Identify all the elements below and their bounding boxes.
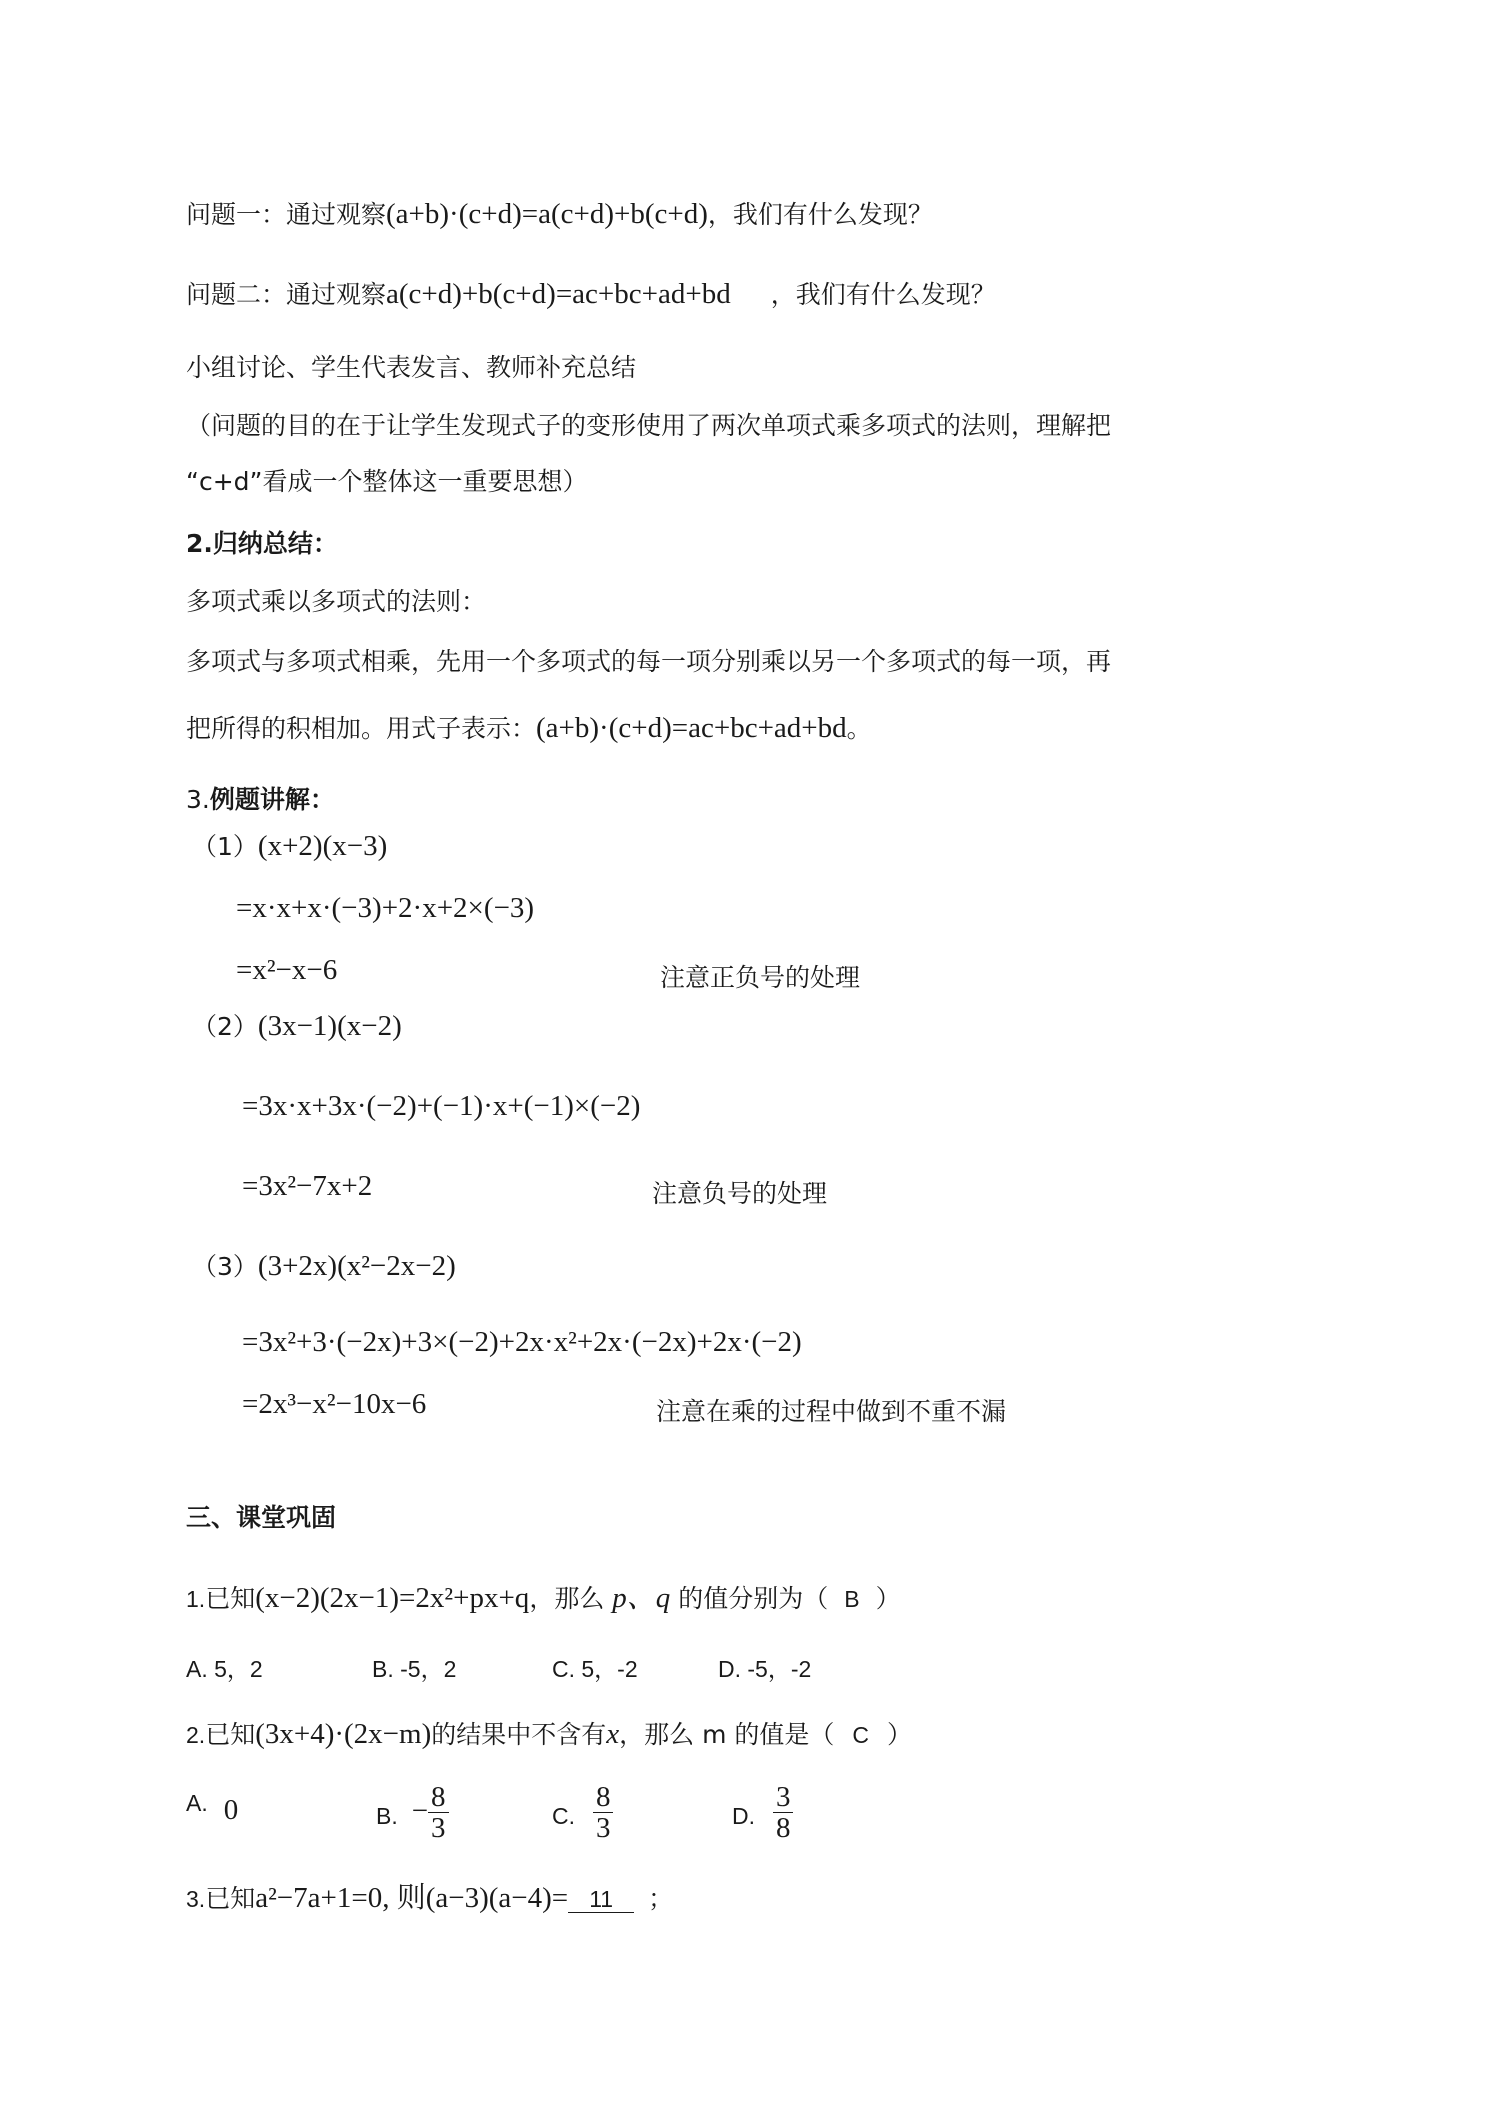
question-two-label: 问题二：通过观察 [186, 280, 387, 309]
exercise-2-option-d [732, 1782, 793, 1844]
example-2-label: （2） [192, 1012, 258, 1041]
exercise-2-option-b-fraction [428, 1782, 449, 1844]
example-3-note: 注意在乘的过程中做到不重不漏 [656, 1397, 1007, 1426]
exercise-2-num: 2. [186, 1722, 206, 1748]
section-3-heading: 三、课堂巩固 [186, 1503, 337, 1532]
examples-heading-text: 例题讲解： [209, 785, 335, 814]
rule-end: 。 [846, 714, 872, 743]
question-one-formula: (a+b)·(c+d)=a(c+d)+b(c+d) [386, 198, 708, 230]
example-1-expr: (x+2)(x−3) [257, 830, 388, 862]
exercise-1-answer: B [844, 1586, 860, 1612]
exercise-2-option-c-letter: C. [552, 1802, 575, 1829]
example-1-note: 注意正负号的处理 [660, 963, 861, 992]
question-one-suffix: ，我们有什么发现？ [707, 200, 933, 229]
exercise-2-answer: C [852, 1722, 870, 1748]
discussion-line: 小组讨论、学生代表发言、教师补充总结 [186, 353, 637, 382]
exercise-2-option-c-denominator: 3 [595, 1812, 611, 1845]
question-one [186, 198, 933, 231]
example-1-step-2: =x²−x−6 [236, 954, 338, 986]
exercise-2-option-c-fraction [593, 1782, 614, 1844]
exercise-1-mid: ，那么 [529, 1584, 613, 1613]
exercise-2-option-d-letter: D. [732, 1802, 755, 1829]
exercise-3-answer: 11 [568, 1886, 634, 1913]
exercise-2-option-d-denominator: 8 [775, 1812, 791, 1845]
rule-title: 多项式乘以多项式的法则： [186, 587, 487, 616]
exercise-1-formula: (x−2)(2x−1)=2x²+px+q [255, 1582, 530, 1614]
exercise-3-end: ； [648, 1884, 674, 1913]
exercise-2-option-b-denominator: 3 [431, 1812, 446, 1845]
exercise-1-close: ） [875, 1584, 901, 1613]
exercise-2-option-c [552, 1782, 613, 1844]
purpose-line-2: “c+d”看成一个整体这一重要思想） [186, 467, 588, 496]
exercise-1-num: 1. [186, 1586, 206, 1612]
exercise-2-option-c-numerator: 8 [593, 1782, 614, 1813]
example-2-problem [192, 1010, 402, 1043]
exercise-2-option-b-letter: B. [376, 1802, 398, 1829]
question-two [186, 278, 996, 311]
summary-heading: 2.归纳总结： [186, 529, 338, 558]
exercise-2-suffix: ，那么 m 的值是（ [619, 1720, 835, 1749]
exercise-1-option-a: A. 5，2 [186, 1656, 263, 1682]
exercise-3-formula: a²−7a+1=0, 则(a−3)(a−4)= [255, 1882, 569, 1914]
example-2-step-2: =3x²−7x+2 [242, 1170, 373, 1202]
exercise-1 [186, 1582, 901, 1615]
exercise-2-option-b-sign: − [411, 1794, 429, 1827]
exercise-1-option-d: D. -5，-2 [718, 1656, 812, 1682]
exercise-2-prefix: 已知 [205, 1720, 256, 1749]
exercise-2-option-d-fraction [773, 1782, 794, 1844]
exercise-2-option-d-numerator: 3 [773, 1782, 794, 1813]
exercise-2-option-a [186, 1786, 239, 1826]
example-1-problem [192, 830, 387, 863]
exercise-2-option-a-value: 0 [223, 1794, 239, 1826]
example-1-label: （1） [192, 832, 258, 861]
rule-formula: (a+b)·(c+d)=ac+bc+ad+bd [536, 712, 847, 744]
exercise-3-prefix: 已知 [205, 1884, 256, 1913]
example-3-expr: (3+2x)(x²−2x−2) [257, 1250, 456, 1282]
rule-line-1: 多项式与多项式相乘，先用一个多项式的每一项分别乘以另一个多项式的每一项，再 [186, 647, 1112, 676]
rule-line-2 [186, 712, 872, 745]
exercise-3-num: 3. [186, 1886, 206, 1912]
exercise-1-option-c: C. 5，-2 [552, 1656, 638, 1682]
example-2-expr: (3x−1)(x−2) [257, 1010, 402, 1042]
exercise-2 [186, 1718, 912, 1751]
question-two-suffix: ，我们有什么发现？ [770, 280, 996, 309]
exercise-2-mid: 的结果中不含有 [431, 1720, 607, 1749]
example-3-step-2: =2x³−x²−10x−6 [242, 1388, 427, 1420]
exercise-2-option-b [376, 1782, 449, 1844]
exercise-1-suffix: 的值分别为（ [670, 1584, 829, 1613]
question-two-formula: a(c+d)+b(c+d)=ac+bc+ad+bd [386, 278, 731, 310]
example-3-label: （3） [192, 1252, 258, 1281]
exercise-2-option-a-letter: A. [186, 1790, 208, 1816]
examples-heading-num: 3. [186, 785, 210, 814]
exercise-3 [186, 1882, 673, 1915]
exercise-2-close: ） [887, 1720, 913, 1749]
rule-line-2-prefix: 把所得的积相加。用式子表示： [186, 714, 537, 743]
exercise-1-vars: p、q [612, 1582, 671, 1614]
exercise-2-var: x [606, 1718, 620, 1750]
purpose-line-1: （问题的目的在于让学生发现式子的变形使用了两次单项式乘多项式的法则，理解把 [186, 411, 1112, 440]
example-2-step-1: =3x·x+3x·(−2)+(−1)·x+(−1)×(−2) [242, 1090, 641, 1122]
example-3-problem [192, 1250, 456, 1283]
exercise-1-prefix: 已知 [205, 1584, 256, 1613]
exercise-2-formula: (3x+4)·(2x−m) [255, 1718, 432, 1750]
example-1-step-1: =x·x+x·(−3)+2·x+2×(−3) [236, 892, 535, 924]
examples-heading [186, 786, 335, 815]
question-one-label: 问题一：通过观察 [186, 200, 387, 229]
exercise-2-option-b-numerator: 8 [428, 1782, 449, 1813]
example-3-step-1: =3x²+3·(−2x)+3×(−2)+2x·x²+2x·(−2x)+2x·(−2) [242, 1326, 802, 1358]
example-2-note: 注意负号的处理 [652, 1179, 828, 1208]
exercise-1-option-b: B. -5，2 [372, 1656, 457, 1682]
